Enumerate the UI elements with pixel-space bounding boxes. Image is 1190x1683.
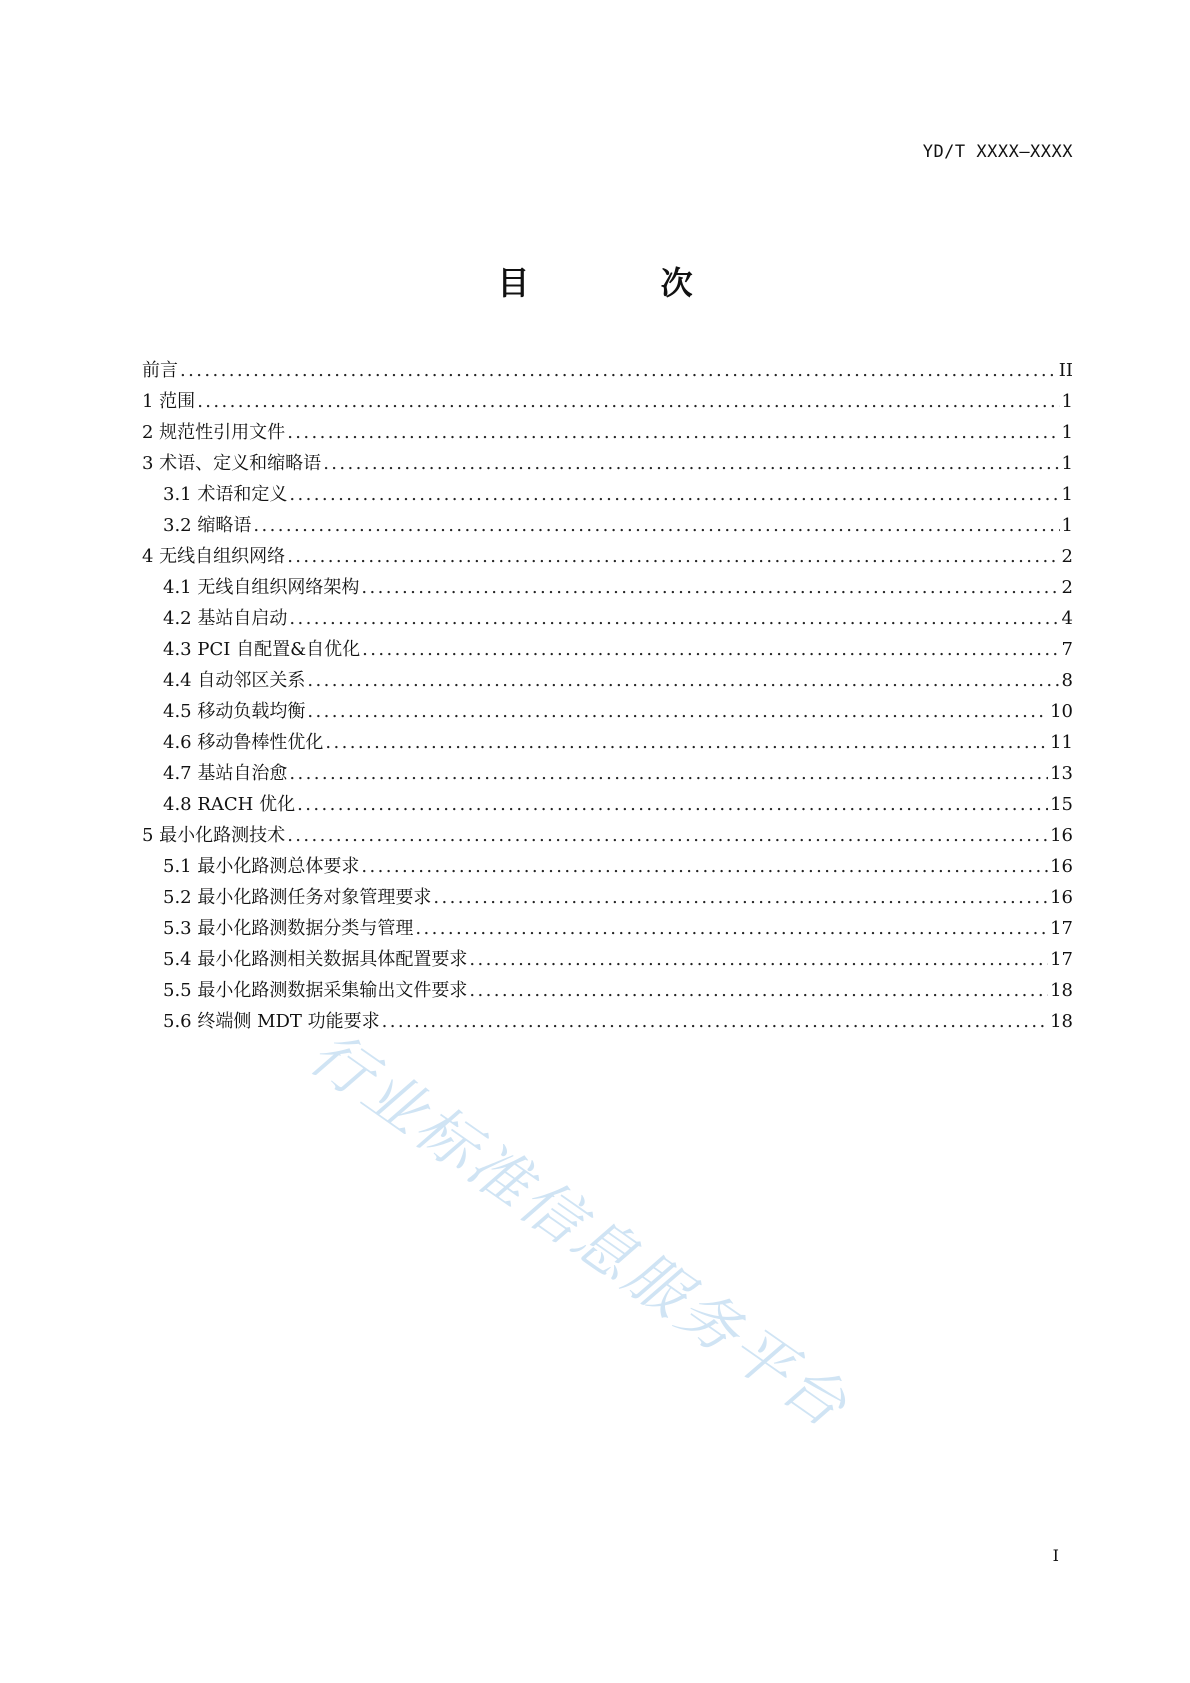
toc-entry[interactable]: [142, 790, 1073, 821]
toc-entry[interactable]: [142, 914, 1073, 945]
toc-entry-page: II: [1058, 360, 1073, 381]
toc-entry-page: 1: [1061, 484, 1073, 505]
toc-entry[interactable]: [142, 976, 1073, 1007]
toc-entry-page: 1: [1061, 515, 1073, 536]
toc-dot-leader: [433, 887, 1048, 908]
toc-entry-page: 2: [1061, 577, 1073, 598]
toc-entry-label: 2 规范性引用文件: [142, 422, 286, 443]
toc-entry-label: 4.1 无线自组织网络架构: [163, 577, 360, 598]
toc-entry-page: 18: [1050, 1011, 1073, 1032]
toc-entry-page: 16: [1050, 825, 1073, 846]
toc-entry-page: 8: [1061, 670, 1073, 691]
toc-entry-label: 3 术语、定义和缩略语: [142, 453, 322, 474]
toc-entry[interactable]: [142, 635, 1073, 666]
toc-entry[interactable]: [142, 697, 1073, 728]
toc-entry-page: 4: [1061, 608, 1073, 629]
toc-dot-leader: [297, 794, 1048, 815]
standard-code: YD/T XXXX—XXXX: [922, 142, 1073, 162]
toc-dot-leader: [307, 670, 1059, 691]
toc-entry-label: 4.7 基站自治愈: [163, 763, 288, 784]
toc-entry[interactable]: [142, 511, 1073, 542]
toc-entry-label: 5.1 最小化路测总体要求: [163, 856, 360, 877]
toc-entry[interactable]: [142, 759, 1073, 790]
toc-dot-leader: [289, 484, 1059, 505]
page-number: I: [1052, 1546, 1059, 1565]
toc-entry[interactable]: [142, 542, 1073, 573]
toc-entry-label: 4.3 PCI 自配置&自优化: [163, 639, 361, 660]
toc-dot-leader: [469, 949, 1048, 970]
toc-entry-label: 4 无线自组织网络: [142, 546, 286, 567]
toc-entry[interactable]: [142, 821, 1073, 852]
toc-dot-leader: [361, 577, 1059, 598]
toc-dot-leader: [325, 732, 1048, 753]
toc-entry-page: 16: [1050, 887, 1073, 908]
table-of-contents: [142, 356, 1073, 1038]
toc-entry-label: 5.5 最小化路测数据采集输出文件要求: [163, 980, 468, 1001]
toc-entry[interactable]: [142, 945, 1073, 976]
toc-entry[interactable]: [142, 573, 1073, 604]
toc-dot-leader: [382, 1011, 1048, 1032]
toc-entry[interactable]: [142, 852, 1073, 883]
toc-entry-label: 3.2 缩略语: [163, 515, 252, 536]
toc-dot-leader: [362, 639, 1059, 660]
toc-dot-leader: [289, 763, 1048, 784]
toc-entry-page: 11: [1050, 732, 1073, 753]
toc-entry-page: 1: [1061, 422, 1073, 443]
toc-entry-page: 16: [1050, 856, 1073, 877]
toc-entry[interactable]: [142, 604, 1073, 635]
toc-entry-label: 4.2 基站自启动: [163, 608, 288, 629]
toc-dot-leader: [361, 856, 1048, 877]
toc-entry-label: 5 最小化路测技术: [142, 825, 286, 846]
toc-entry[interactable]: [142, 480, 1073, 511]
toc-entry-page: 7: [1061, 639, 1073, 660]
toc-entry[interactable]: [142, 728, 1073, 759]
toc-entry-label: 4.6 移动鲁棒性优化: [163, 732, 324, 753]
toc-entry[interactable]: [142, 449, 1073, 480]
toc-entry-page: 1: [1061, 453, 1073, 474]
toc-dot-leader: [197, 391, 1059, 412]
toc-entry[interactable]: [142, 883, 1073, 914]
toc-entry-label: 3.1 术语和定义: [163, 484, 288, 505]
toc-entry-label: 5.6 终端侧 MDT 功能要求: [163, 1011, 380, 1032]
toc-entry[interactable]: [142, 356, 1073, 387]
toc-entry[interactable]: [142, 387, 1073, 418]
toc-entry-label: 5.2 最小化路测任务对象管理要求: [163, 887, 432, 908]
toc-entry-label: 前言: [142, 360, 178, 381]
toc-dot-leader: [469, 980, 1048, 1001]
toc-entry-label: 1 范围: [142, 391, 196, 412]
toc-entry-page: 2: [1061, 546, 1073, 567]
toc-entry-label: 4.8 RACH 优化: [163, 794, 296, 815]
toc-dot-leader: [287, 546, 1059, 567]
toc-entry-page: 17: [1050, 949, 1073, 970]
watermark: 行业标准信息服务平台: [297, 1018, 862, 1443]
page-title: 目 次: [497, 264, 753, 302]
toc-entry-label: 4.4 自动邻区关系: [163, 670, 306, 691]
toc-entry-label: 4.5 移动负载均衡: [163, 701, 306, 722]
toc-entry[interactable]: [142, 1007, 1073, 1038]
toc-dot-leader: [287, 825, 1048, 846]
toc-dot-leader: [287, 422, 1059, 443]
toc-entry-page: 18: [1050, 980, 1073, 1001]
toc-entry-page: 1: [1061, 391, 1073, 412]
toc-entry-page: 17: [1050, 918, 1073, 939]
toc-entry[interactable]: [142, 666, 1073, 697]
toc-entry-label: 5.3 最小化路测数据分类与管理: [163, 918, 414, 939]
toc-entry[interactable]: [142, 418, 1073, 449]
toc-entry-page: 15: [1050, 794, 1073, 815]
toc-dot-leader: [180, 360, 1057, 381]
toc-entry-label: 5.4 最小化路测相关数据具体配置要求: [163, 949, 468, 970]
toc-dot-leader: [289, 608, 1059, 629]
toc-dot-leader: [323, 453, 1059, 474]
toc-dot-leader: [415, 918, 1048, 939]
toc-entry-page: 13: [1050, 763, 1073, 784]
toc-dot-leader: [307, 701, 1048, 722]
toc-dot-leader: [253, 515, 1059, 536]
toc-entry-page: 10: [1050, 701, 1073, 722]
